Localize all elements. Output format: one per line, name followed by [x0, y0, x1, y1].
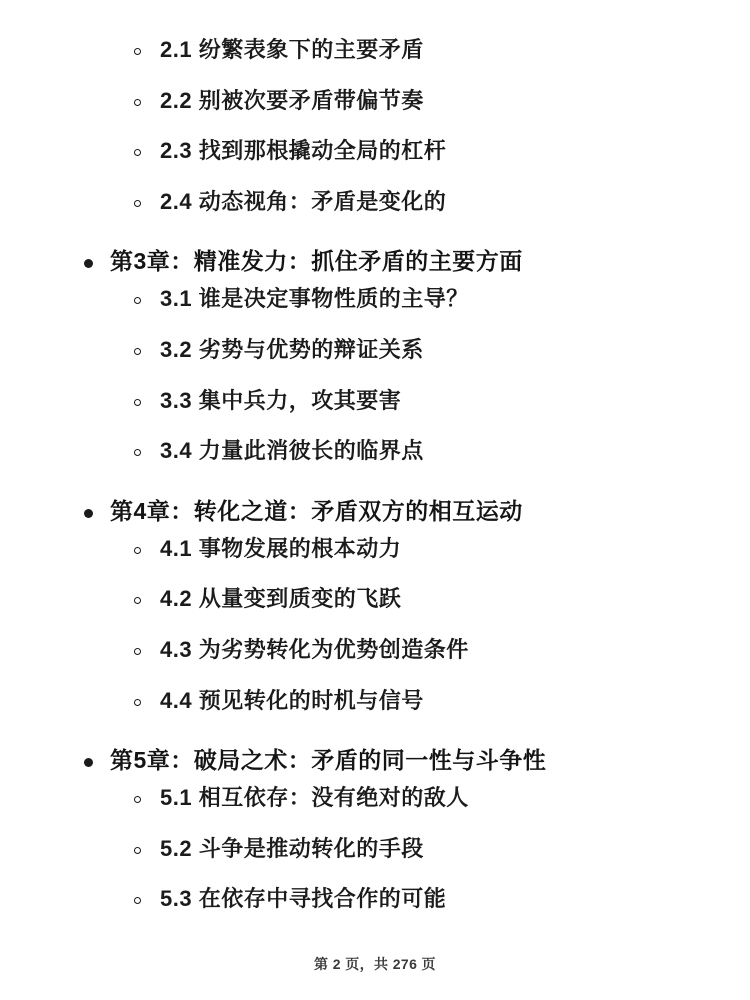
hollow-bullet-icon — [134, 297, 141, 304]
hollow-bullet-icon — [134, 48, 141, 55]
toc-entry-label: 第5章：破局之术：矛盾的同一性与斗争性 — [110, 747, 547, 774]
hollow-bullet-icon — [134, 597, 141, 604]
toc-entry-label: 第3章：精准发力：抓住矛盾的主要方面 — [110, 248, 523, 275]
toc-section-item[interactable] — [50, 687, 700, 716]
toc-entry-label: 5.3 在依存中寻找合作的可能 — [160, 886, 447, 912]
toc-entry-label: 第4章：转化之道：矛盾双方的相互运动 — [110, 497, 523, 524]
toc-entry-label: 2.3 找到那根撬动全局的杠杆 — [160, 138, 447, 164]
toc-section-item[interactable] — [50, 835, 700, 864]
hollow-bullet-icon — [134, 99, 141, 106]
toc-entry-label: 4.4 预见转化的时机与信号 — [160, 687, 424, 713]
toc-entry-label: 4.1 事物发展的根本动力 — [160, 535, 402, 561]
toc-section-item[interactable] — [50, 885, 700, 914]
hollow-bullet-icon — [134, 897, 141, 904]
hollow-bullet-icon — [134, 348, 141, 355]
toc-chapter-item[interactable] — [50, 496, 700, 527]
hollow-bullet-icon — [134, 399, 141, 406]
toc-entry-label: 5.2 斗争是推动转化的手段 — [160, 835, 424, 861]
toc-section-item[interactable] — [50, 36, 700, 65]
hollow-bullet-icon — [134, 796, 141, 803]
toc-section-item[interactable] — [50, 285, 700, 314]
toc-entry-label: 3.2 劣势与优势的辩证关系 — [160, 337, 424, 363]
hollow-bullet-icon — [134, 648, 141, 655]
toc-section-item[interactable] — [50, 87, 700, 116]
toc-section-item[interactable] — [50, 585, 700, 614]
toc-entry-label: 5.1 相互依存：没有绝对的敌人 — [160, 785, 469, 811]
toc-entry-label: 2.2 别被次要矛盾带偏节奏 — [160, 87, 424, 113]
toc-entry-label: 4.3 为劣势转化为优势创造条件 — [160, 637, 469, 663]
filled-bullet-icon — [84, 509, 93, 518]
hollow-bullet-icon — [134, 449, 141, 456]
toc-chapter-item[interactable] — [50, 745, 700, 776]
toc-section-item[interactable] — [50, 188, 700, 217]
toc-entry-label: 3.3 集中兵力，攻其要害 — [160, 387, 402, 413]
hollow-bullet-icon — [134, 847, 141, 854]
toc-entry-label: 3.4 力量此消彼长的临界点 — [160, 438, 424, 464]
toc-section-item[interactable] — [50, 387, 700, 416]
table-of-contents — [50, 36, 700, 914]
toc-entry-label: 2.4 动态视角：矛盾是变化的 — [160, 188, 447, 214]
toc-entry-label: 3.1 谁是决定事物性质的主导？ — [160, 286, 469, 312]
hollow-bullet-icon — [134, 200, 141, 207]
toc-entry-label: 4.2 从量变到质变的飞跃 — [160, 586, 402, 612]
filled-bullet-icon — [84, 758, 93, 767]
toc-section-item[interactable] — [50, 535, 700, 564]
toc-section-item[interactable] — [50, 636, 700, 665]
toc-section-item[interactable] — [50, 137, 700, 166]
toc-section-item[interactable] — [50, 784, 700, 813]
filled-bullet-icon — [84, 259, 93, 268]
hollow-bullet-icon — [134, 149, 141, 156]
page-footer: 第 2 页，共 276 页 — [314, 956, 436, 972]
toc-entry-label: 2.1 纷繁表象下的主要矛盾 — [160, 37, 424, 62]
toc-section-item[interactable] — [50, 437, 700, 466]
toc-section-item[interactable] — [50, 336, 700, 365]
hollow-bullet-icon — [134, 699, 141, 706]
hollow-bullet-icon — [134, 547, 141, 554]
toc-chapter-item[interactable] — [50, 246, 700, 277]
